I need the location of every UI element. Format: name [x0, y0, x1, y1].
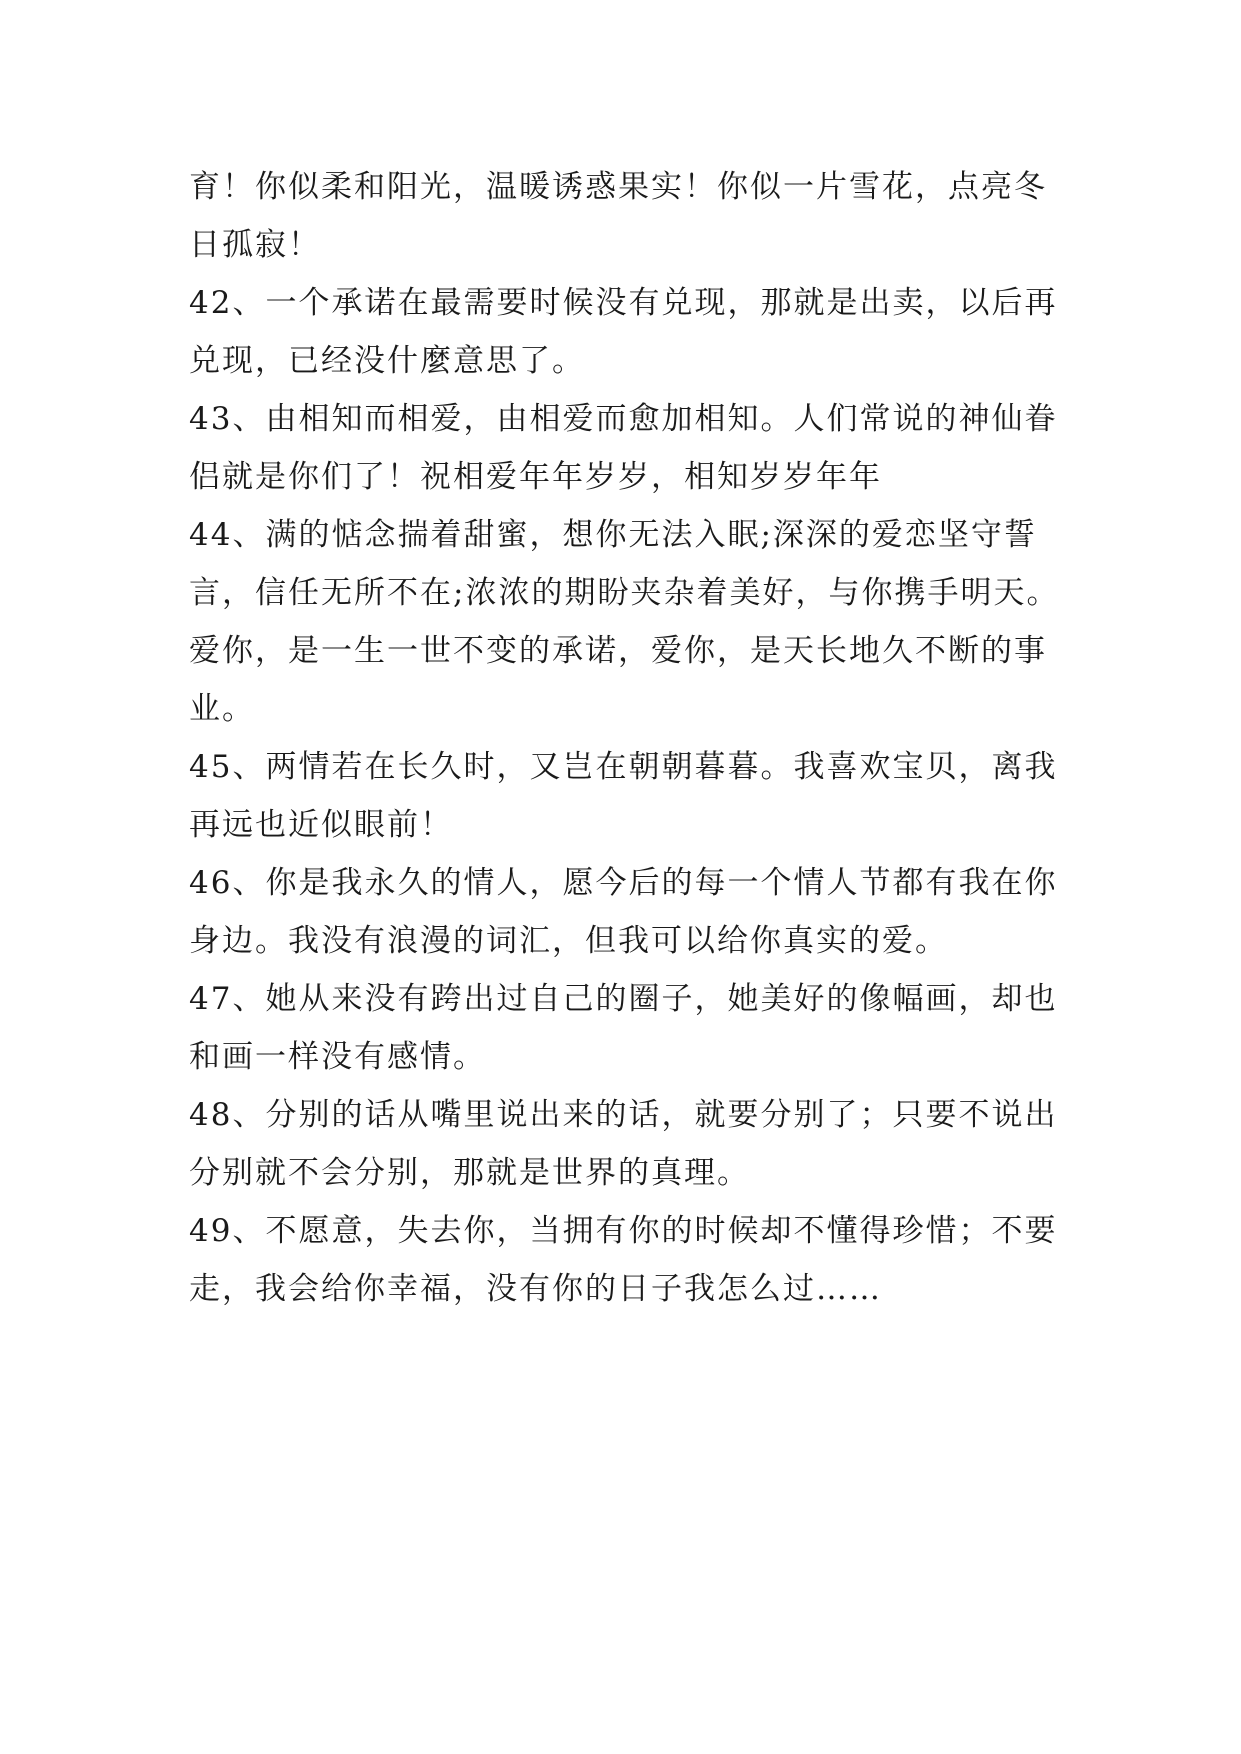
text-line: 兑现，已经没什麼意思了。 [189, 343, 585, 379]
text-line: 和画一样没有感情。 [189, 1039, 486, 1075]
text-line: 爱你，是一生一世不变的承诺，爱你，是天长地久不断的事 [189, 633, 1047, 669]
text-line: 44、满的惦念揣着甜蜜，想你无法入眠;深深的爱恋坚守誓 [189, 517, 1037, 553]
text-line: 43、由相知而相爱，由相爱而愈加相知。人们常说的神仙眷 [189, 401, 1058, 437]
text-line: 42、一个承诺在最需要时候没有兑现，那就是出卖，以后再 [189, 285, 1058, 321]
text-line: 分别就不会分别，那就是世界的真理。 [189, 1155, 750, 1191]
text-line: 业。 [189, 691, 255, 727]
text-line: 侣就是你们了！祝相爱年年岁岁，相知岁岁年年 [189, 459, 882, 495]
text-line: 身边。我没有浪漫的词汇，但我可以给你真实的爱。 [189, 923, 948, 959]
document-body [189, 158, 1059, 1318]
text-line: 47、她从来没有跨出过自己的圈子，她美好的像幅画，却也 [189, 981, 1058, 1017]
text-line: 日孤寂！ [189, 227, 321, 263]
text-line: 45、两情若在长久时，又岂在朝朝暮暮。我喜欢宝贝，离我 [189, 749, 1058, 785]
text-line: 48、分别的话从嘴里说出来的话，就要分别了；只要不说出 [189, 1097, 1058, 1133]
text-line: 言，信任无所不在;浓浓的期盼夹杂着美好，与你携手明天。 [189, 575, 1060, 611]
text-line: 育！你似柔和阳光，温暖诱惑果实！你似一片雪花，点亮冬 [189, 169, 1047, 205]
text-line: 再远也近似眼前！ [189, 807, 453, 843]
text-line: 走，我会给你幸福，没有你的日子我怎么过…… [189, 1271, 882, 1307]
text-line: 49、不愿意，失去你，当拥有你的时候却不懂得珍惜；不要 [189, 1213, 1058, 1249]
text-line: 46、你是我永久的情人，愿今后的每一个情人节都有我在你 [189, 865, 1058, 901]
